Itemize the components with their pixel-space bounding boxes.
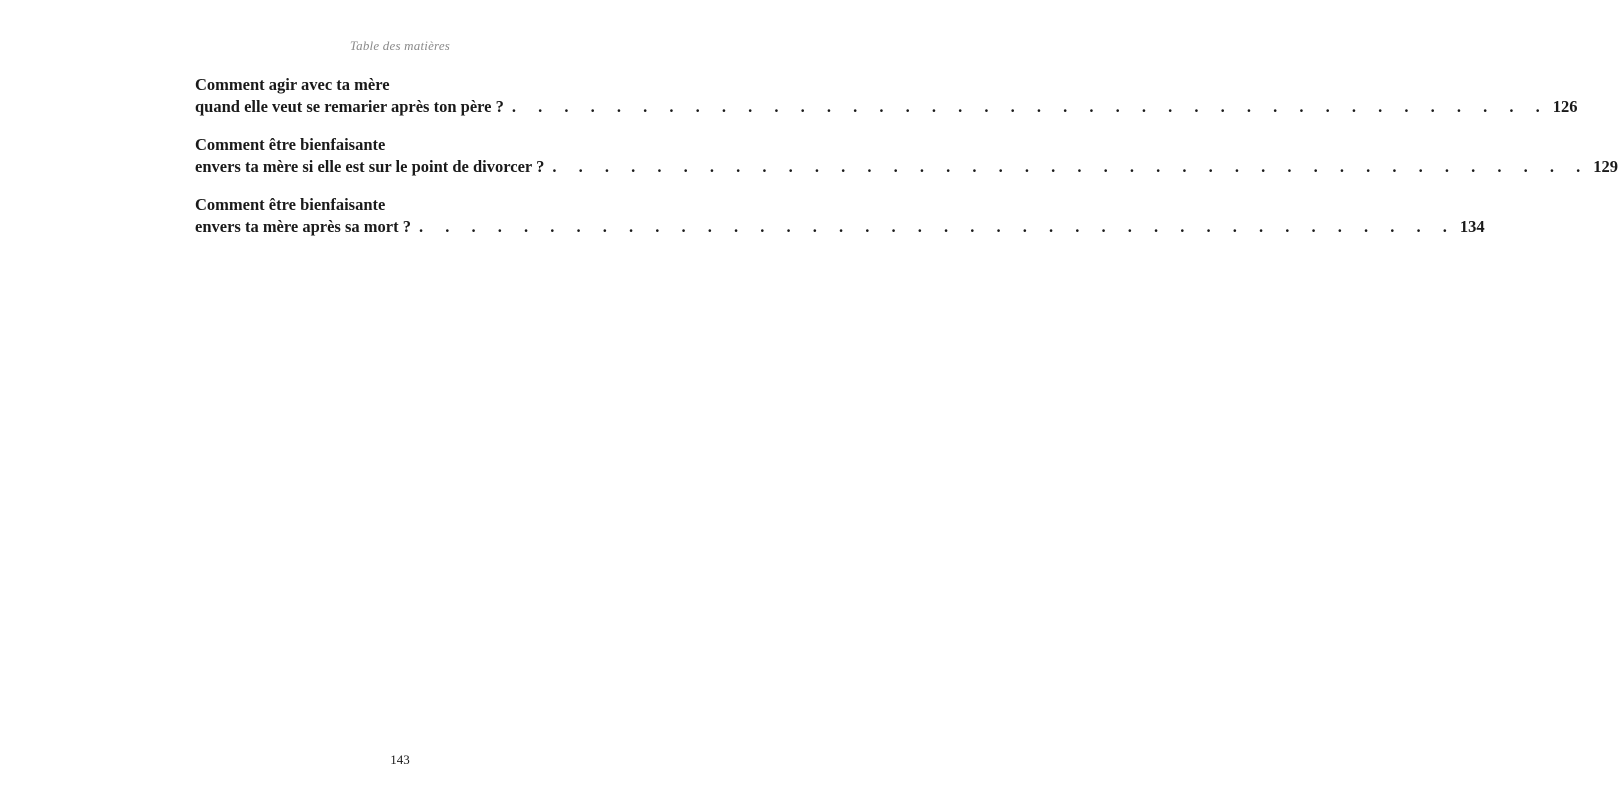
table-of-contents [195, 74, 1618, 254]
toc-dot-leader: . . . . . . . . . . . . . . . . . . . . . . . . . . . . . . . . . . . . . . . . [552, 156, 1590, 176]
toc-entry[interactable] [195, 194, 1485, 237]
toc-entry-title-line2: envers ta mère si elle est sur le point de divorcer ? [195, 156, 545, 176]
toc-page-number: 134 [1459, 216, 1485, 236]
toc-entry-title-line1: Comment agir avec ta mère [195, 75, 390, 94]
toc-entry-title-line1: Comment être bienfaisante [195, 135, 386, 154]
toc-entry[interactable] [195, 134, 1618, 177]
toc-page-number: 126 [1552, 96, 1578, 116]
toc-entry-title-line1: Comment être bienfaisante [195, 195, 386, 214]
toc-dot-leader: . . . . . . . . . . . . . . . . . . . . . . . . . . . . . . . . . . . . . . . . [418, 216, 1456, 236]
toc-dot-leader: . . . . . . . . . . . . . . . . . . . . . . . . . . . . . . . . . . . . . . . . [511, 96, 1549, 116]
toc-entry-title-line2-row [195, 96, 1578, 118]
toc-entry-title-line2-row [195, 156, 1618, 178]
toc-entry-title-line2: quand elle veut se remarier après ton père ? [195, 96, 504, 116]
running-title: Table des matières [349, 38, 451, 53]
page-number: 143 [390, 752, 410, 767]
toc-page-number: 129 [1593, 156, 1618, 176]
toc-entry-title-line2-row [195, 216, 1485, 238]
toc-entry-title-line2: envers ta mère après sa mort ? [195, 216, 411, 236]
toc-entry[interactable] [195, 74, 1578, 117]
